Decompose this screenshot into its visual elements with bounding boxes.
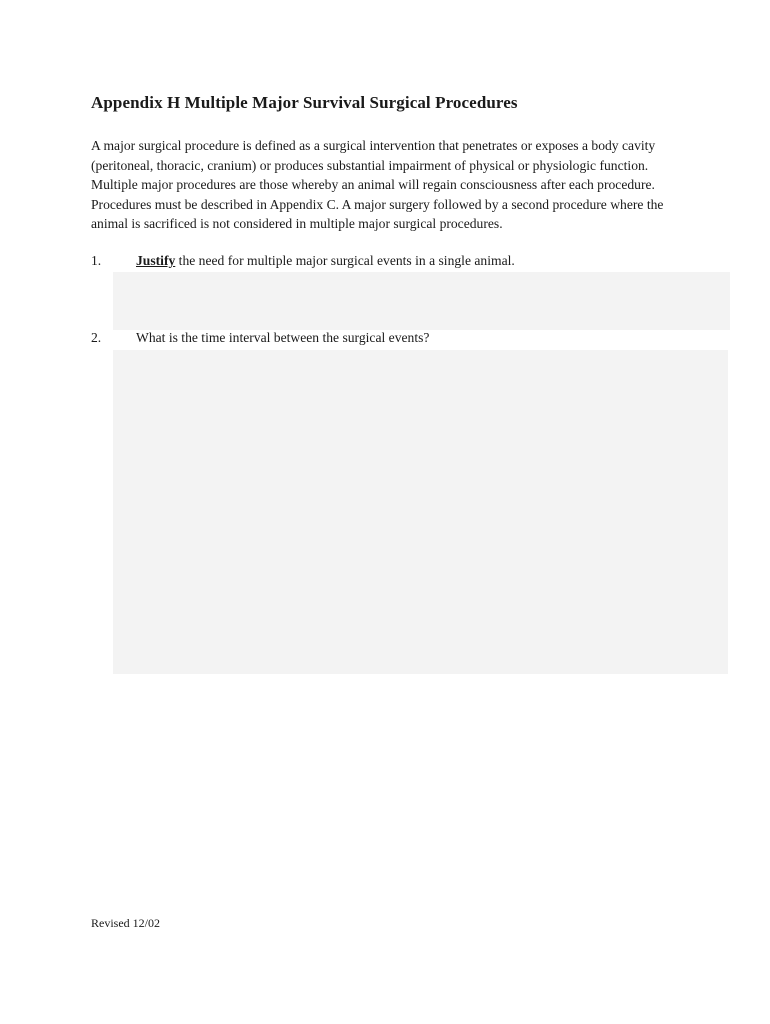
question-1-label: the need for multiple major surgical events in a single animal.: [175, 253, 515, 268]
document-title: Appendix H Multiple Major Survival Surgical Procedures: [91, 93, 518, 112]
intro-line: Procedures must be described in Appendix C. A major surgery followed by a second procedure where the: [91, 196, 664, 212]
intro-paragraph: [91, 136, 731, 234]
question-1-number: 1.: [91, 253, 102, 268]
question-2-answer-field[interactable]: [113, 350, 728, 674]
revision-footer: Revised 12/02: [91, 916, 160, 930]
intro-line: A major surgical procedure is defined as a surgical intervention that penetrates or exposes a body cavity: [91, 138, 656, 153]
question-2-text: What is the time interval between the surgical events?: [136, 330, 430, 345]
question-1-keyword: Justify: [136, 253, 176, 268]
question-2-number: 2.: [91, 330, 102, 345]
intro-line: Multiple major procedures are those whereby an animal will regain consciousness after each procedure.: [91, 177, 655, 193]
intro-line: (peritoneal, thoracic, cranium) or produces substantial impairment of physical or physiologic function.: [91, 157, 649, 173]
intro-line: animal is sacrificed is not considered in multiple major surgical procedures.: [91, 216, 503, 232]
question-1-text: [136, 253, 515, 269]
question-1-answer-field[interactable]: [113, 272, 730, 330]
